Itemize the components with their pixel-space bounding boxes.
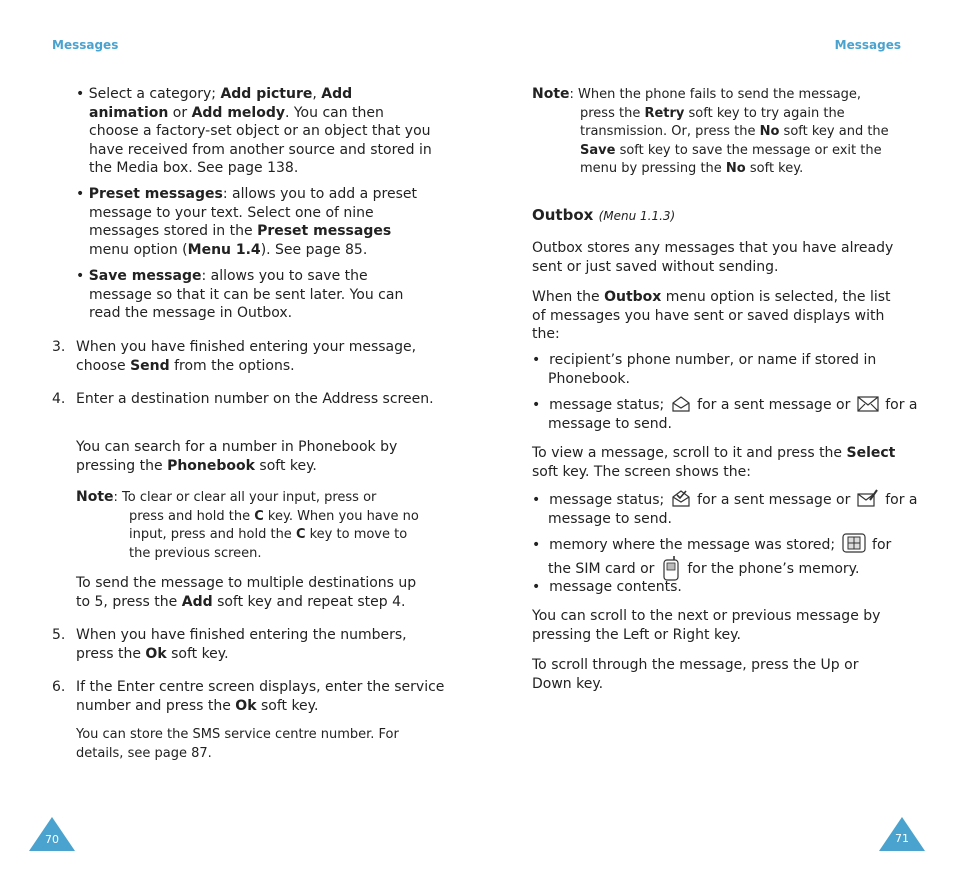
running-header-right: Messages: [834, 38, 901, 52]
outbox-intro: Outbox stores any messages that you have already sent or just saved without sending.: [532, 240, 894, 275]
scroll-messages-instructions: You can scroll to the next or previous message by pressing the Left or Right key.: [532, 608, 881, 643]
step-6: 6. If the Enter centre screen displays, enter the service number and press the Ok soft key.: [52, 679, 445, 714]
envelope-open-check-icon: [671, 488, 691, 508]
outbox-list-description: When the Outbox menu option is selected, the list of messages you have sent or saved displays with the:: [532, 289, 891, 342]
step-3: 3. When you have finished entering your message, choose Send from the options.: [52, 339, 417, 374]
step-4-search: You can search for a number in Phonebook by pressing the Phonebook soft key.: [76, 439, 398, 474]
bullet-add-media: • Select a category; Add picture, Add animation or Add melody. You can then choose a factory-set object or an object that you have received from another source and stored in the Media box. See page 138.: [76, 86, 432, 176]
scroll-text-instructions: To scroll through the message, press the Up or Down key.: [532, 657, 859, 692]
step-5: 5. When you have finished entering the numbers, press the Ok soft key.: [52, 627, 407, 662]
view-message-instructions: To view a message, scroll to it and press the Select soft key. The screen shows the:: [532, 445, 896, 480]
section-heading-outbox: Outbox (Menu 1.1.3): [532, 206, 676, 224]
envelope-open-icon: [671, 395, 691, 413]
envelope-write-icon: [857, 488, 879, 508]
step-4-multi: To send the message to multiple destinations up to 5, press the Add soft key and repeat step 4.: [76, 575, 417, 610]
note-send-failure: Note: When the phone fails to send the message, press the Retry soft key to try again the transmission. Or, press the No soft key and the Save soft key to save the message or exit the menu by pressing the No soft key.: [532, 86, 889, 176]
bullet-memory: • memory where the message was stored; for the SIM card or for the phone’s memory.: [532, 533, 918, 581]
page-number-right: 71: [895, 832, 909, 845]
phone-icon: [661, 555, 681, 581]
sim-card-icon: [842, 533, 866, 553]
step-4: 4. Enter a destination number on the Address screen.: [52, 391, 434, 407]
bullet-preset-messages: • Preset messages: allows you to add a preset message to your text. Select one of nine messages stored in the Preset messages menu option (Menu 1.4). See page 85.: [76, 186, 417, 258]
running-header-left: Messages: [52, 38, 119, 52]
bullet-recipient: • recipient’s phone number, or name if stored in Phonebook.: [532, 352, 877, 387]
page-number-left: 70: [45, 833, 59, 846]
bullet-status-list: • message status; for a sent message or for a message to send.: [532, 397, 918, 432]
envelope-closed-icon: [857, 395, 879, 413]
bullet-contents: • message contents.: [532, 579, 682, 595]
step-6-note: You can store the SMS service centre number. For details, see page 87.: [76, 727, 399, 761]
bullet-status-view: • message status; for a sent message or for a message to send.: [532, 488, 918, 528]
bullet-save-message: • Save message: allows you to save the message so that it can be sent later. You can read the message in Outbox.: [76, 268, 404, 321]
note-clear-input: Note: To clear or clear all your input, press or press and hold the C key. When you have no input, press and hold the C key to move to the previous screen.: [76, 489, 419, 561]
